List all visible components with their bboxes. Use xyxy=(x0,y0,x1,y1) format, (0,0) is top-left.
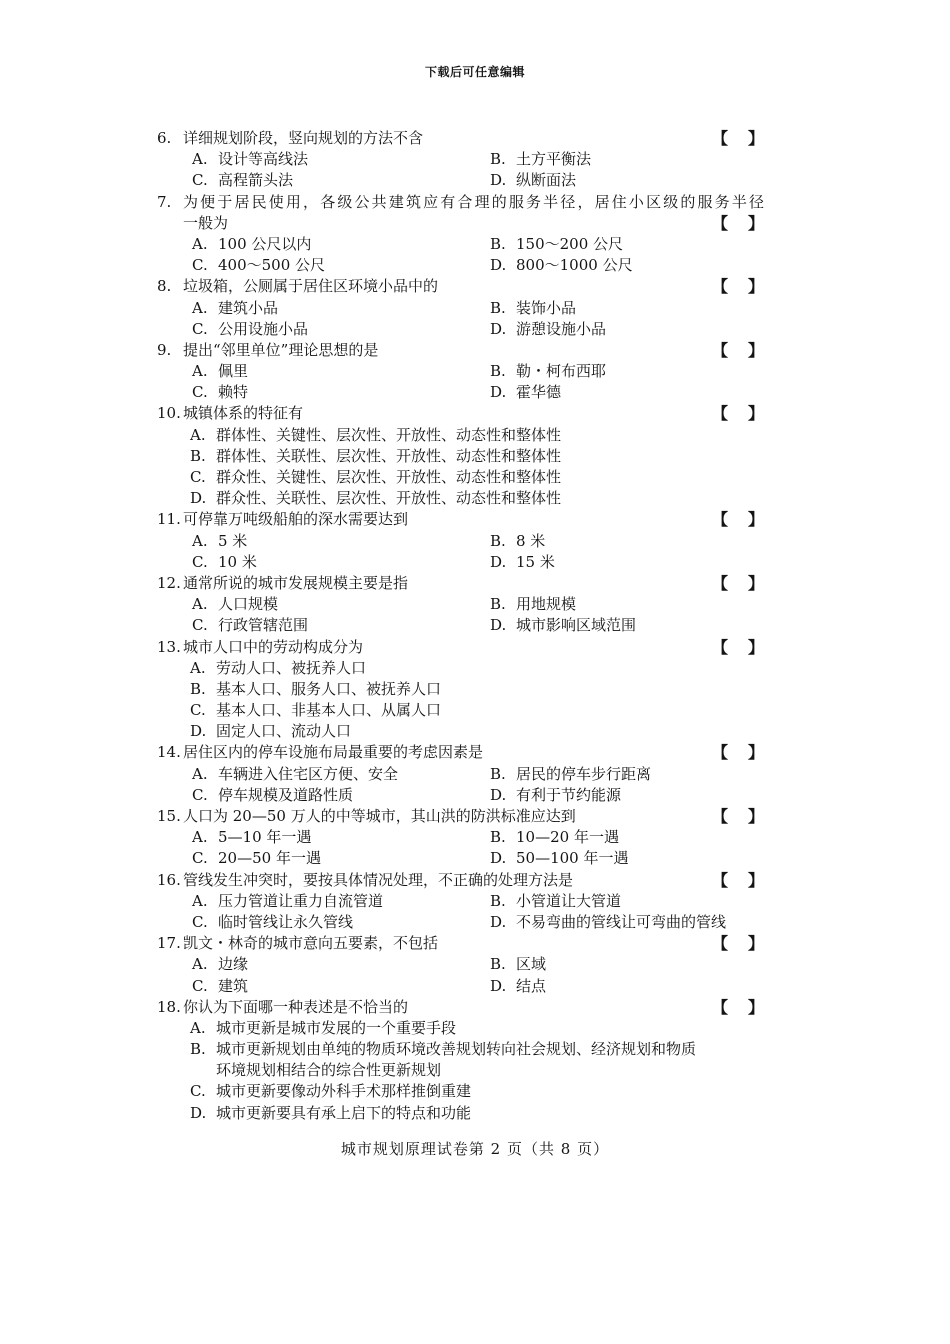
option-c[interactable]: C. 群众性、关键性、层次性、开放性、动态性和整体性 xyxy=(190,468,562,486)
question-stem: 凯文・林奇的城市意向五要素，不包括 xyxy=(183,934,439,953)
question-stem: 可停靠万吨级船舶的深水需要达到 xyxy=(183,510,409,529)
option-b[interactable]: B. 8 米 xyxy=(490,531,546,550)
option-b[interactable]: B. 150～200 公尺 xyxy=(490,234,624,253)
question-number: 12. xyxy=(157,573,181,592)
option-b[interactable]: B. 10—20 年一遇 xyxy=(490,828,619,847)
question-number: 16. xyxy=(157,870,181,889)
answer-bracket[interactable]: 【 】 xyxy=(712,997,764,1017)
option-b[interactable]: B. 居民的停车步行距离 xyxy=(490,764,652,783)
option-b[interactable]: B. 装饰小品 xyxy=(490,298,577,317)
option-d[interactable]: D. 游憩设施小品 xyxy=(490,319,607,338)
option-b[interactable]: B. 用地规模 xyxy=(490,595,577,614)
option-b[interactable]: B. 区域 xyxy=(490,955,547,974)
question-9 xyxy=(0,340,950,404)
option-d[interactable]: D. 城市影响区域范围 xyxy=(490,616,637,635)
question-stem: 人口为 20—50 万人的中等城市，其山洪的防洪标准应达到 xyxy=(183,807,576,825)
question-list xyxy=(0,128,950,1124)
question-stem-continued: 一般为 xyxy=(183,213,229,232)
answer-bracket[interactable]: 【 】 xyxy=(712,934,764,954)
question-stem: 提出“邻里单位”理论思想的是 xyxy=(183,340,379,359)
option-a[interactable]: A. 5—10 年一遇 xyxy=(192,828,312,847)
question-11 xyxy=(0,509,950,573)
answer-bracket[interactable]: 【 】 xyxy=(712,637,764,657)
question-17 xyxy=(0,933,950,997)
question-12 xyxy=(0,573,950,637)
answer-bracket[interactable]: 【 】 xyxy=(712,340,764,360)
question-stem: 详细规划阶段，竖向规划的方法不含 xyxy=(183,129,424,147)
question-10 xyxy=(0,403,950,509)
option-c[interactable]: C. 公用设施小品 xyxy=(192,319,309,338)
question-stem: 垃圾箱，公厕属于居住区环境小品中的 xyxy=(183,277,439,296)
option-b[interactable]: B. 勒・柯布西耶 xyxy=(490,362,607,381)
option-b[interactable]: B. 小管道让大管道 xyxy=(490,891,622,910)
option-b-continued: 环境规划相结合的综合性更新规划 xyxy=(216,1061,442,1080)
option-a[interactable]: A. 5 米 xyxy=(192,531,248,550)
option-d[interactable]: D. 800～1000 公尺 xyxy=(490,256,633,275)
option-c[interactable]: C. 城市更新要像动外科手术那样推倒重建 xyxy=(190,1082,472,1101)
question-14 xyxy=(0,742,950,806)
question-6 xyxy=(0,128,950,192)
question-number: 17. xyxy=(157,934,181,953)
option-d[interactable]: D. 固定人口、流动人口 xyxy=(190,722,352,741)
option-d[interactable]: D. 15 米 xyxy=(490,552,555,571)
option-c[interactable]: C. 基本人口、非基本人口、从属人口 xyxy=(190,701,442,720)
question-number: 9. xyxy=(157,340,172,359)
question-number: 15. xyxy=(157,807,181,825)
question-stem: 管线发生冲突时，要按具体情况处理，不正确的处理方法是 xyxy=(183,870,574,889)
question-16 xyxy=(0,870,950,934)
option-c[interactable]: C. 10 米 xyxy=(192,552,257,571)
option-a[interactable]: A. 设计等高线法 xyxy=(192,150,309,169)
answer-bracket[interactable]: 【 】 xyxy=(712,573,764,593)
option-b[interactable]: B. 群体性、关联性、层次性、开放性、动态性和整体性 xyxy=(190,446,562,465)
question-13 xyxy=(0,637,950,743)
answer-bracket[interactable]: 【 】 xyxy=(712,870,764,890)
question-number: 8. xyxy=(157,277,172,296)
answer-bracket[interactable]: 【 】 xyxy=(712,807,764,826)
question-stem: 为便于居民使用，各级公共建筑应有合理的服务半径，居住小区级的服务半径 xyxy=(183,192,764,211)
option-a[interactable]: A. 群体性、关键性、层次性、开放性、动态性和整体性 xyxy=(190,425,562,444)
option-c[interactable]: C. 20—50 年一遇 xyxy=(192,849,321,868)
question-number: 6. xyxy=(157,129,172,147)
question-15 xyxy=(0,806,950,870)
option-a[interactable]: A. 建筑小品 xyxy=(192,298,279,317)
option-c[interactable]: C. 高程箭头法 xyxy=(192,171,294,190)
option-d[interactable]: D. 霍华德 xyxy=(490,383,562,402)
question-stem: 城市人口中的劳动构成分为 xyxy=(183,637,364,656)
answer-bracket[interactable]: 【 】 xyxy=(712,743,764,763)
question-number: 18. xyxy=(157,997,181,1016)
question-18 xyxy=(0,997,950,1124)
question-number: 14. xyxy=(157,743,181,762)
option-a[interactable]: A. 车辆进入住宅区方便、安全 xyxy=(192,764,399,783)
option-b[interactable]: B. 土方平衡法 xyxy=(490,150,592,169)
option-c[interactable]: C. 行政管辖范围 xyxy=(192,616,309,635)
answer-bracket[interactable]: 【 】 xyxy=(712,213,764,233)
answer-bracket[interactable]: 【 】 xyxy=(712,129,764,148)
question-stem: 居住区内的停车设施布局最重要的考虑因素是 xyxy=(183,743,484,762)
option-c[interactable]: C. 赖特 xyxy=(192,383,249,402)
question-stem: 城镇体系的特征有 xyxy=(183,404,304,423)
question-number: 13. xyxy=(157,637,181,656)
option-d[interactable]: D. 50—100 年一遇 xyxy=(490,849,629,868)
option-d[interactable]: D. 不易弯曲的管线让可弯曲的管线 xyxy=(490,912,727,931)
question-number: 11. xyxy=(157,510,181,529)
question-7 xyxy=(0,192,950,277)
answer-bracket[interactable]: 【 】 xyxy=(712,510,764,530)
option-d[interactable]: D. 结点 xyxy=(490,976,547,995)
option-c[interactable]: C. 400～500 公尺 xyxy=(192,256,326,275)
option-d[interactable]: D. 群众性、关联性、层次性、开放性、动态性和整体性 xyxy=(190,489,562,508)
option-a[interactable]: A. 边缘 xyxy=(192,955,249,974)
option-a[interactable]: A. 100 公尺以内 xyxy=(192,234,312,253)
option-c[interactable]: C. 建筑 xyxy=(192,976,249,995)
question-8 xyxy=(0,276,950,340)
answer-bracket[interactable]: 【 】 xyxy=(712,277,764,297)
question-number: 10. xyxy=(157,404,181,423)
question-stem: 你认为下面哪一种表述是不恰当的 xyxy=(183,997,409,1016)
option-a[interactable]: A. 人口规模 xyxy=(192,595,279,614)
option-a[interactable]: A. 城市更新是城市发展的一个重要手段 xyxy=(190,1018,457,1037)
page-header: 下载后可任意编辑 xyxy=(424,65,525,79)
option-d[interactable]: D. 纵断面法 xyxy=(490,171,577,190)
option-b[interactable]: B. 城市更新规划由单纯的物质环境改善规划转向社会规划、经济规划和物质 xyxy=(190,1040,697,1059)
option-d[interactable]: D. 城市更新要具有承上启下的特点和功能 xyxy=(190,1103,472,1122)
option-c[interactable]: C. 临时管线让永久管线 xyxy=(192,912,354,931)
question-number: 7. xyxy=(157,192,172,211)
option-a[interactable]: A. 压力管道让重力自流管道 xyxy=(192,891,384,910)
option-a[interactable]: A. 劳动人口、被抚养人口 xyxy=(190,658,367,677)
option-c[interactable]: C. 停车规模及道路性质 xyxy=(192,785,354,804)
page-footer: 城市规划原理试卷第 2 页（共 8 页） xyxy=(340,1140,610,1158)
option-d[interactable]: D. 有利于节约能源 xyxy=(490,785,622,804)
question-stem: 通常所说的城市发展规模主要是指 xyxy=(183,573,409,592)
answer-bracket[interactable]: 【 】 xyxy=(712,404,764,424)
option-b[interactable]: B. 基本人口、服务人口、被抚养人口 xyxy=(190,679,442,698)
option-a[interactable]: A. 佩里 xyxy=(192,362,249,381)
